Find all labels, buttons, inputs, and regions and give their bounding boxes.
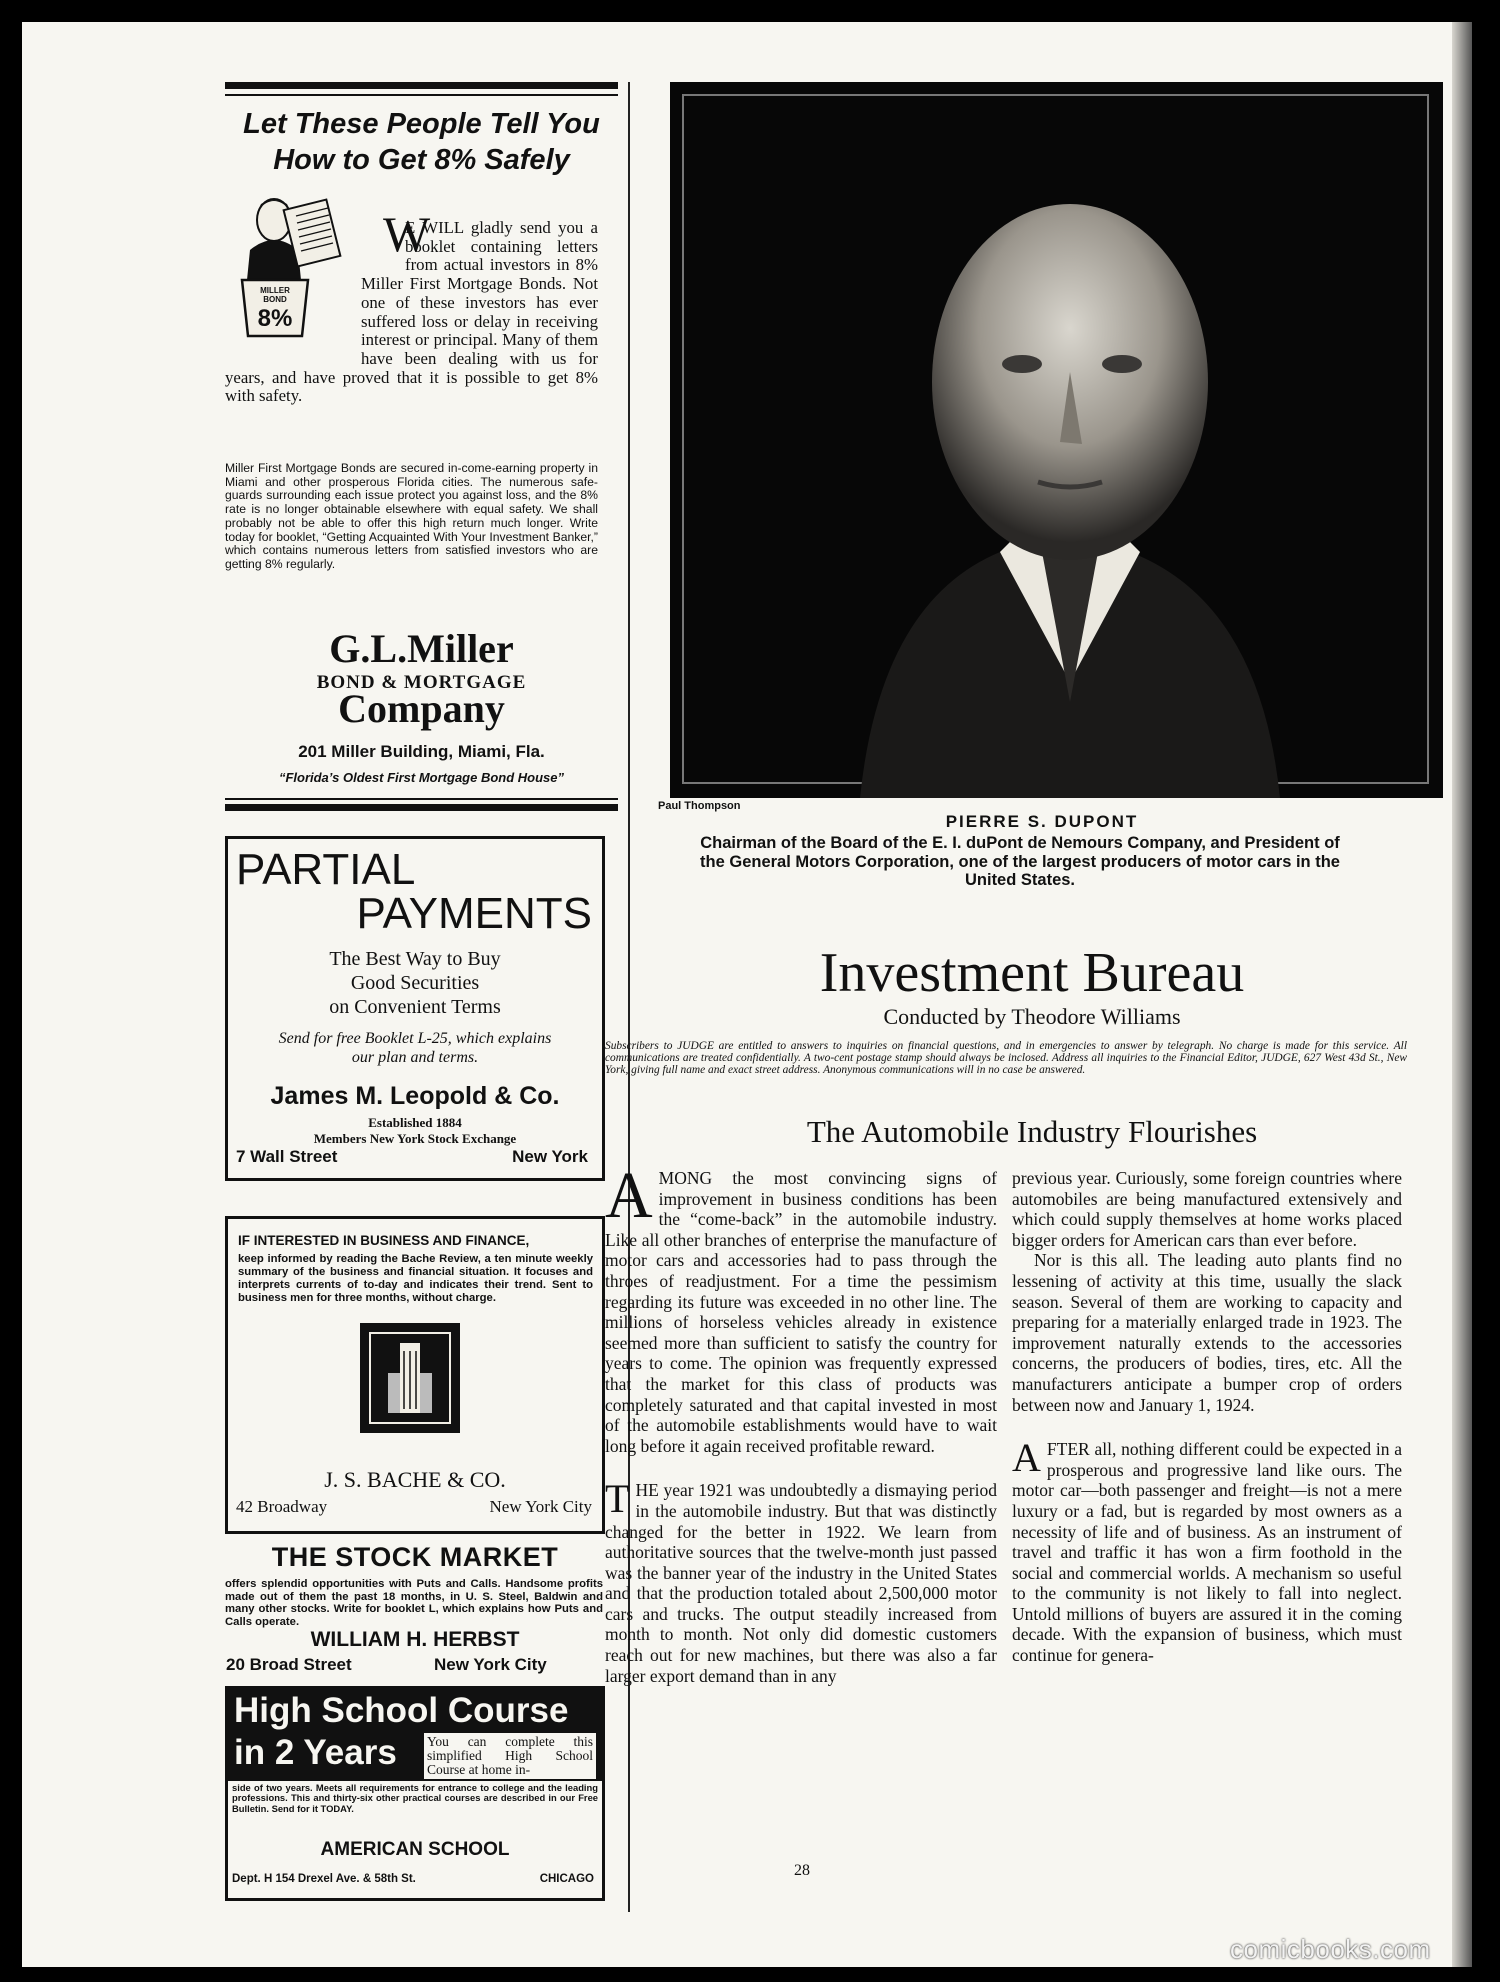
article-para-1-text: the most convincing signs of improvement in business conditions has been the “come-back” in the automobile industry. Like all other branches of enterprise the manufacture of motor cars and accessories had to pass through the throes of readjustment. For a time the pessimism regarding its future was exceeded in no other line. The millions of horseless vehicles already in existence seemed more than sufficient to satisfy the country for years to come. The opinion was frequently expressed that the market for this class of products was completely saturated and that capital invested in most of the automobile establishments would have to wait long before it again received profitable reward. xyxy=(605,1168,997,1456)
photo-credit: Paul Thompson xyxy=(658,800,741,812)
leopold-members: Members New York Stock Exchange xyxy=(313,1131,517,1146)
bache-company: J. S. BACHE & CO. xyxy=(324,1467,506,1492)
tagline-2: Good Securities xyxy=(350,972,480,994)
article-title: The Automobile Industry Flourishes xyxy=(806,1114,1258,1149)
leopold-offer xyxy=(228,1029,602,1067)
school-body: side of two years. Meets all requirements for entrance to college and the leading professions. This and thirty-six other practical courses are described in our Free Bulletin. Send for it TODAY. xyxy=(232,1782,598,1814)
lead-word-5: FTER xyxy=(1046,1439,1090,1460)
ad-top-rule-thin xyxy=(225,94,618,96)
herbst-city: New York City xyxy=(434,1655,547,1674)
offer-line-2: our plan and terms. xyxy=(351,1049,479,1066)
miller-intro-text xyxy=(225,219,598,406)
badge-percent: 8% xyxy=(257,305,293,332)
school-dept: Dept. H 154 Drexel Ave. & 58th St. xyxy=(232,1873,416,1885)
miller-slogan: “Florida’s Oldest First Mortgage Bond House” xyxy=(278,770,565,785)
bureau-notice: Subscribers to JUDGE are entitled to answers to inquiries on financial questions, and in emergencies to answer by telegraph. No charge is made for this service. All communications are treated confidentially. A two-cent postage stamp should always be inclosed. Address all inquiries to the Financial Editor, JUDGE, 627 West 43d St., New York, giving full name and exact street address. Anonymous communications will in no case be answered. xyxy=(605,1040,1407,1077)
school-side-text: You can complete this simplified High School Course at home in- xyxy=(424,1733,596,1779)
offer-line-1: Send for free Booklet L-25, which explains xyxy=(278,1030,552,1047)
ad-top-rule xyxy=(225,82,618,89)
portrait-caption: Chairman of the Board of the E. I. duPont de Nemours Company, and President of the General Motors Corporation, one of the largest producers of motor cars in the United States. xyxy=(700,834,1340,889)
miller-address: 201 Miller Building, Miami, Fla. xyxy=(298,742,545,761)
article-para-5 xyxy=(1012,1435,1402,1666)
article-column-1 xyxy=(605,1159,997,1686)
article-para-5-text: all, nothing different could be expected in a prosperous and progressive land like ours. The motor car—both passenger and freight—is not a mere luxury or a fad, but is regarded by most owners as a necessity of life and of business. As an instrument of travel and traffic it has won a firm foothold in the social and commercial worlds. A mechanism so useful to the community is not likely to fall into neglect. Untold millions of buyers are assured it in the coming decade. With the expansion of business, which must continue for genera- xyxy=(1012,1439,1402,1666)
school-title-2: in 2 Years xyxy=(234,1733,397,1772)
stock-exchange-emblem xyxy=(360,1323,460,1433)
badge-line-1: MILLER xyxy=(260,286,290,295)
tagline-1: The Best Way to Buy xyxy=(329,948,501,970)
page-edge xyxy=(1452,22,1472,1967)
portrait-name: PIERRE S. DUPONT xyxy=(945,812,1139,831)
dropcap-a: A xyxy=(605,1159,653,1232)
miller-intro-body: E WILL gladly send you a booklet containing letters from actual investors in 8% Miller First Mortgage Bonds. Not one of these investors has ever suffered loss or delay in receiving interest or principal. Many of them have been dealing with us for years, and have proved that it is possible to get 8% with safety. xyxy=(225,218,598,406)
article-para-4: Nor is this all. The leading auto plants find no lessening of activity at this time, usually the slack season. Several of them are working to capacity and preparing for a materially enlarged trade in 1923. The improvement naturally extends to the accessories concerns, the producers of bodies, tires, etc. All the manufacturers anticipate a bumper crop of orders between now and January 1, 1924. xyxy=(1012,1250,1402,1415)
leopold-established: Established 1884 xyxy=(368,1115,462,1130)
partial-title: PARTIAL xyxy=(236,845,416,894)
magazine-page xyxy=(22,22,1472,1967)
miller-dropcap: W xyxy=(383,206,431,262)
lead-word-1: MONG xyxy=(658,1168,713,1188)
bache-ad xyxy=(225,1216,605,1534)
school-title-1: High School Course xyxy=(234,1691,569,1730)
badge-line-2: BOND xyxy=(263,295,287,304)
lead-word-2: HE xyxy=(635,1480,659,1501)
ad-rule xyxy=(225,798,618,800)
bache-city: New York City xyxy=(489,1497,592,1516)
herbst-company: WILLIAM H. HERBST xyxy=(310,1628,520,1651)
miller-company-line-3: Company xyxy=(338,686,505,731)
miller-headline-line-2: How to Get 8% Safely xyxy=(273,144,570,176)
miller-company-line-2: BOND & MORTGAGE xyxy=(316,672,527,693)
article-para-2-text: year 1921 was undoubtedly a dismaying period in the automobile industry. But that was distinctly changed for the better in 1922. We learn from authoritative sources that the twelve-month just passed was the banner year of the industry in the United States and that the production totaled about 2,500,000 motor cars and trucks. The output steadily increased from month to month. Not only did domestic customers reach out for new machines, but there was also a far larger export demand than in any xyxy=(605,1480,997,1686)
leopold-ad xyxy=(225,836,605,1181)
school-company: AMERICAN SCHOOL xyxy=(320,1839,510,1860)
herbst-body: offers splendid opportunities with Puts and Calls. Handsome profits made out of them the past 18 months, in U. S. Steel, Baldwin and many other stocks. Write for booklet L, which explains how Puts and Calls operate. xyxy=(225,1578,603,1628)
leopold-company: James M. Leopold & Co. xyxy=(270,1082,560,1110)
portrait-photo xyxy=(670,82,1443,798)
payments-title: PAYMENTS xyxy=(356,889,592,938)
watermark: comicbooks.com xyxy=(1230,1934,1431,1964)
school-city: CHICAGO xyxy=(539,1873,594,1885)
page-number: 28 xyxy=(794,1862,810,1879)
herbst-street: 20 Broad Street xyxy=(226,1655,352,1674)
leopold-tagline xyxy=(228,947,602,1019)
leopold-street: 7 Wall Street xyxy=(236,1147,338,1166)
article-para-2 xyxy=(605,1476,997,1686)
dropcap-t: T xyxy=(605,1476,630,1522)
bache-body: keep informed by reading the Bache Review, a ten minute weekly summary of the business and financial situation. It focuses and interprets currents of to-day and indicates their trend. Sent to business men for three months, without charge. xyxy=(238,1253,593,1304)
leopold-city: New York xyxy=(512,1147,588,1166)
bureau-title: Investment Bureau xyxy=(819,942,1245,1004)
miller-company-name: G.L.Miller xyxy=(329,626,514,671)
miller-headline-line-1: Let These People Tell You xyxy=(243,108,600,140)
dropcap-a2: A xyxy=(1012,1435,1041,1481)
miller-fine-print: Miller First Mortgage Bonds are secured in-come-earning property in Miami and other prosperous Florida cities. The numerous safe-guards surrounding each issue protect you against loss, and the 8% rate is no longer obtainable elsewhere with equal safety. We shall probably not be able to offer this high return much longer. Write today for booklet, “Getting Acquainted With Your Investment Banker,” which contains numerous letters from satisfied investors who are getting 8% regularly. xyxy=(225,461,598,571)
article-para-1 xyxy=(605,1159,997,1456)
bureau-byline: Conducted by Theodore Williams xyxy=(883,1004,1181,1029)
miller-headline xyxy=(225,106,618,178)
article-para-3: previous year. Curiously, some foreign countries where automobiles are being manufactured extensively and which could supply themselves at home works placed bigger orders for American cars than ever before. xyxy=(1012,1168,1402,1250)
bache-street: 42 Broadway xyxy=(236,1497,328,1516)
ad-rule-thick xyxy=(225,804,618,811)
tagline-3: on Convenient Terms xyxy=(329,996,501,1018)
article-column-2 xyxy=(1012,1168,1402,1666)
school-ad xyxy=(225,1686,605,1901)
herbst-title: THE STOCK MARKET xyxy=(271,1542,559,1572)
bache-heading: IF INTERESTED IN BUSINESS AND FINANCE, xyxy=(238,1233,530,1248)
